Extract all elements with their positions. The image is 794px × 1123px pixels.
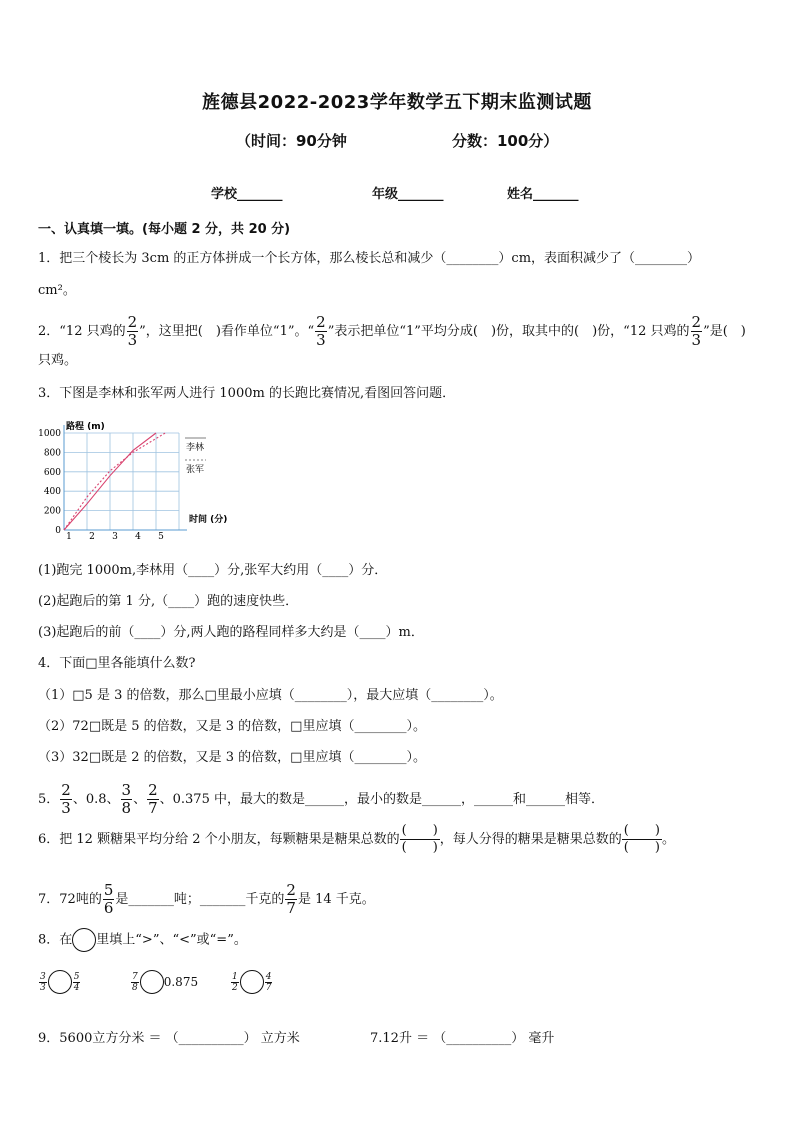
x-tick-label: 2 xyxy=(89,532,95,542)
exam-title: 旌德县2022-2023学年数学五下期末监测试题 xyxy=(202,92,592,113)
y-tick-label: 0 xyxy=(55,526,61,536)
y-axis-label: 路程 (m) xyxy=(66,422,105,432)
q2-part-b: ”，这里把( )看作单位“1”。“ xyxy=(139,324,315,339)
decimal-value: 0.875 xyxy=(163,975,199,989)
question-2 xyxy=(38,314,746,349)
q2-part-d: ”是( ) xyxy=(703,324,746,339)
chart-legend xyxy=(185,438,206,475)
question-4: 4．下面□里各能填什么数? xyxy=(38,656,196,671)
race-chart xyxy=(34,412,234,544)
question-3-part-1: (1)跑完 1000m,李林用（____）分,张军大约用（____）分． xyxy=(38,563,388,578)
compare-circle[interactable] xyxy=(140,970,164,994)
section-heading: 一、认真填一填。(每小题 2 分，共 20 分) xyxy=(38,222,291,237)
fraction: $\frac{3}{3}$ xyxy=(40,971,46,993)
question-8 xyxy=(38,928,247,952)
q6-text: 。 xyxy=(661,832,675,847)
compare-1 xyxy=(38,970,81,994)
compare-circle[interactable] xyxy=(240,970,264,994)
y-tick-label: 1000 xyxy=(38,429,61,439)
fraction: $\frac{2}{3}$ xyxy=(61,781,71,817)
question-2-end: 只鸡。 xyxy=(38,353,78,368)
question-7 xyxy=(38,882,375,917)
blank-fraction[interactable]: $\frac{( )}{( )}$ xyxy=(401,823,438,855)
question-3-part-2: (2)起跑后的第 1 分,（____）跑的速度快些． xyxy=(38,594,299,609)
fraction: $\frac{2}{7}$ xyxy=(148,781,158,817)
x-tick-label: 3 xyxy=(112,532,118,542)
x-tick-label: 1 xyxy=(66,532,72,542)
q5-text: 、0.375 中，最大的数是______，最小的数是______，______和______相等． xyxy=(159,792,604,807)
q5-prefix: 5． xyxy=(38,792,60,807)
fraction: $\frac{7}{8}$ xyxy=(132,971,138,993)
q2-part-a: 2．“12 只鸡的 xyxy=(38,324,126,339)
q6-text: ，每人分得的糖果是糖果总数的 xyxy=(439,832,622,847)
q2-part-c: ”表示把单位“1”平均分成( )份，取其中的( )份，“12 只鸡的 xyxy=(327,324,690,339)
question-4-part-1: （1）□5 是 3 的倍数，那么□里最小应填（________），最大应填（________）。 xyxy=(38,688,503,703)
y-tick-label: 200 xyxy=(43,506,61,517)
q7-text: 是 14 千克。 xyxy=(297,892,375,907)
question-6 xyxy=(38,823,675,856)
fraction-2-3: $\frac{2}{3}$ xyxy=(691,313,702,349)
school-field[interactable]: 学校_______ xyxy=(211,187,283,202)
x-axis-label: 时间 (分) xyxy=(189,515,228,525)
q5-text: 、 xyxy=(133,792,147,807)
blank-fraction[interactable]: $\frac{( )}{( )}$ xyxy=(623,823,660,855)
question-5 xyxy=(38,782,604,817)
name-field[interactable]: 姓名_______ xyxy=(507,187,579,202)
score-label: 分数：100分） xyxy=(452,132,559,150)
fraction: $\frac{1}{2}$ xyxy=(232,971,238,993)
fraction: $\frac{2}{7}$ xyxy=(286,881,296,917)
question-1: 1．把三个棱长为 3cm 的正方体拼成一个长方体，那么棱长总和减少（________）cm，表面积减少了（________） xyxy=(38,251,701,266)
fraction: $\frac{5}{4}$ xyxy=(73,971,80,993)
question-1-unit: cm²。 xyxy=(38,283,76,298)
question-3-part-3: (3)起跑后的前（____）分,两人跑的路程同样多大约是（____）m． xyxy=(38,625,424,640)
time-label: （时间：90分钟 xyxy=(236,132,347,150)
circle-icon xyxy=(72,928,96,952)
fraction-2-3: $\frac{2}{3}$ xyxy=(316,313,326,349)
q6-text: 6．把 12 颗糖果平均分给 2 个小朋友，每颗糖果是糖果总数的 xyxy=(38,832,400,847)
question-4-part-3: （3）32□既是 2 的倍数，又是 3 的倍数，□里应填（________）。 xyxy=(38,750,426,765)
y-tick-label: 800 xyxy=(43,448,61,459)
grade-field[interactable]: 年级_______ xyxy=(372,187,444,202)
series-line-2 xyxy=(64,433,165,530)
q8-text: 里填上“>”、“<”或“=”。 xyxy=(96,932,247,948)
x-tick-label: 5 xyxy=(158,532,164,542)
chart-lines xyxy=(64,433,165,530)
question-9-b: 7.12升 ＝ （__________） 毫升 xyxy=(370,1031,555,1046)
fraction-2-3: $\frac{2}{3}$ xyxy=(127,313,138,349)
question-9-a: 9．5600立方分米 ＝ （__________） 立方米 xyxy=(38,1031,300,1046)
q5-text: 、0.8、 xyxy=(72,792,120,807)
legend-label: 李林 xyxy=(186,443,205,453)
fraction: $\frac{4}{7}$ xyxy=(265,971,272,993)
fraction: $\frac{5}{6}$ xyxy=(103,881,114,917)
q8-text: 8．在 xyxy=(38,932,73,948)
y-tick-label: 400 xyxy=(43,487,61,498)
compare-circle[interactable] xyxy=(48,970,72,994)
chart-axes xyxy=(64,425,187,530)
q7-text: 7．72吨的 xyxy=(38,892,102,907)
x-tick-label: 4 xyxy=(135,532,141,542)
question-3: 3．下图是李林和张军两人进行 1000m 的长跑比赛情况,看图回答问题． xyxy=(38,386,456,401)
compare-3 xyxy=(230,970,273,994)
fraction: $\frac{3}{8}$ xyxy=(121,781,132,817)
legend-label: 张军 xyxy=(186,465,205,475)
y-tick-label: 600 xyxy=(43,467,61,478)
chart-grid xyxy=(64,433,179,530)
question-4-part-2: （2）72□既是 5 的倍数，又是 3 的倍数，□里应填（________）。 xyxy=(38,719,426,734)
compare-2 xyxy=(130,970,198,994)
q7-text: 是_______吨；_______千克的 xyxy=(115,892,285,907)
